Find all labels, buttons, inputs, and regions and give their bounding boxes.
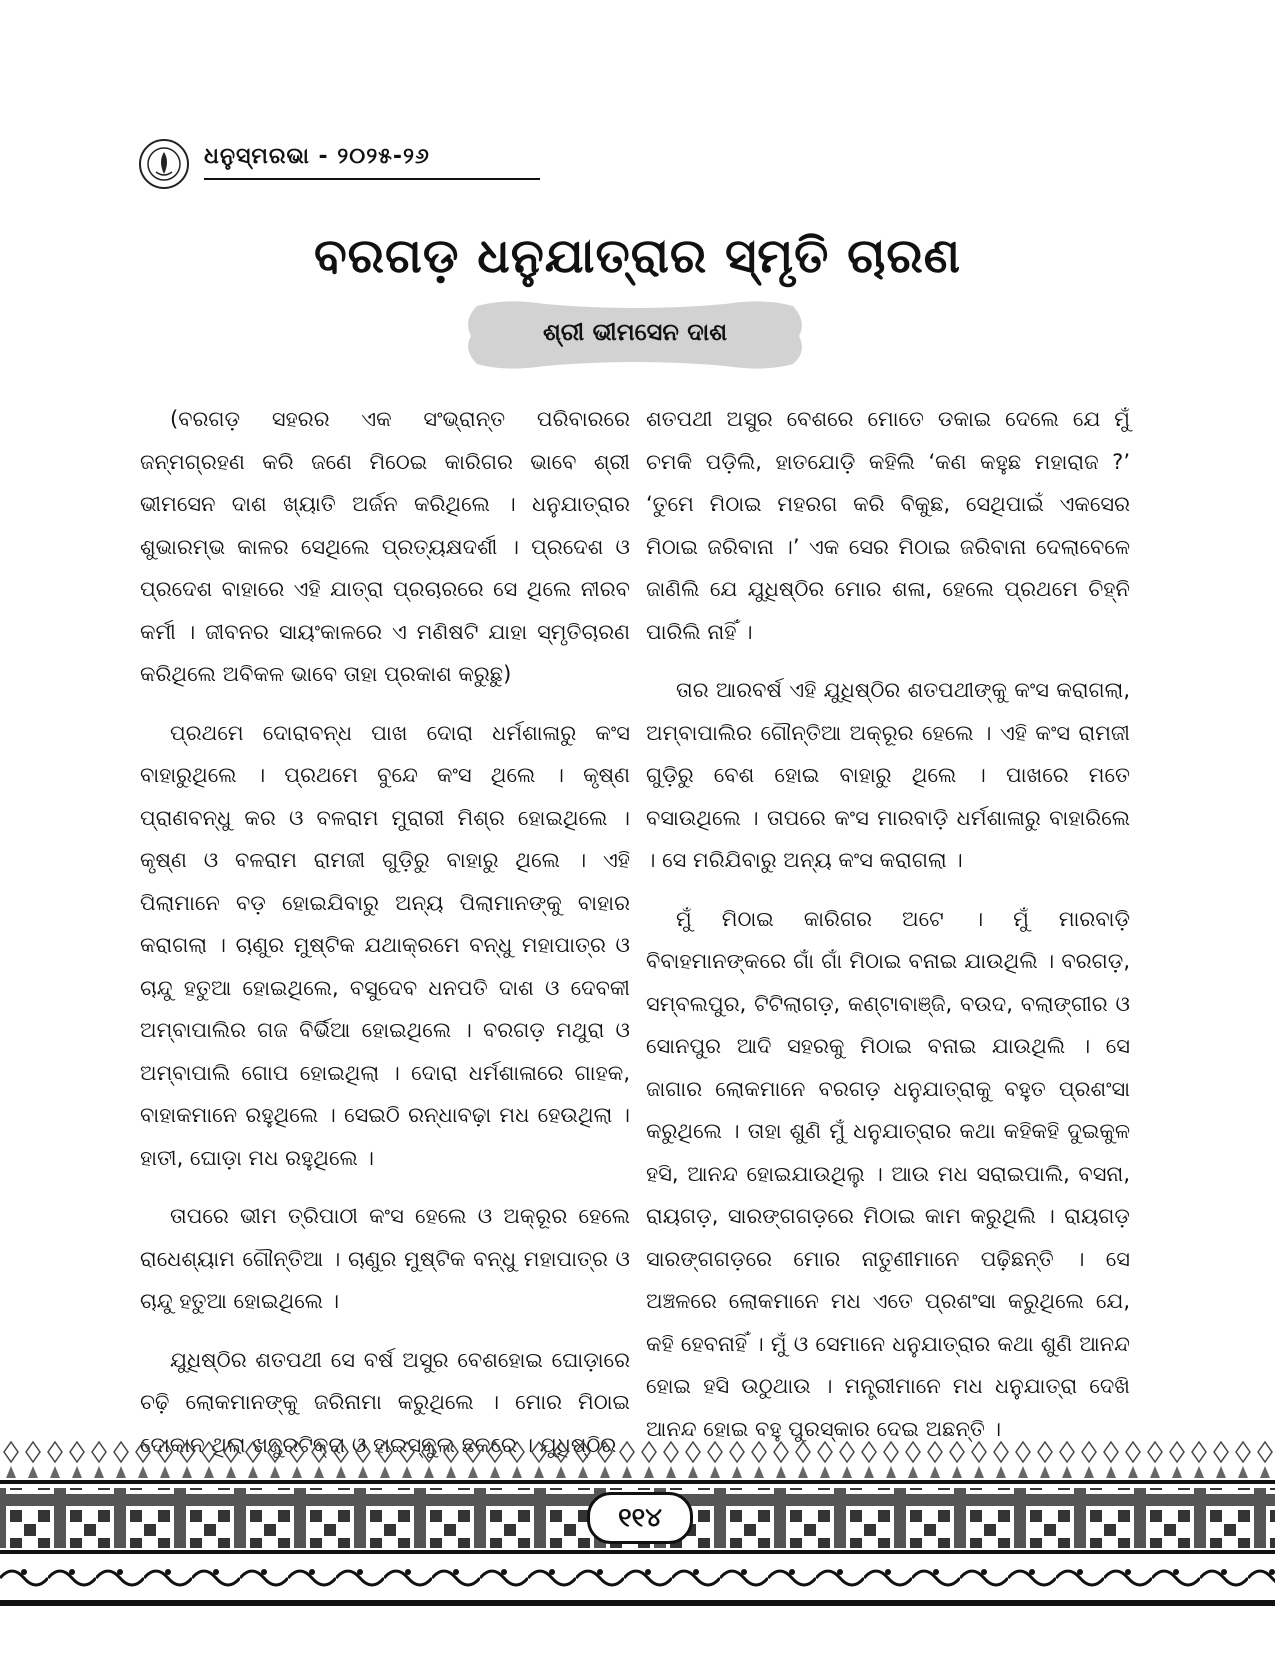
paragraph: ମୁଁ ମିଠାଇ କାରିଗର ଅଟେ । ମୁଁ ମାରବାଡ଼ି ବିବାହମାନଙ୍କରେ ଗାଁ ଗାଁ ମିଠାଇ ବନାଇ ଯାଉଥିଲି । ବରଗଡ଼, ସମ୍ବଲପୁର, ଟିଟିଲାଗଡ଼, କଣ୍ଟାବାଞ୍ଜି, ବଉଦ, ବଲାଙ୍ଗୀର ଓ ସୋନପୁର ଆଦି ସହରକୁ ମିଠାଇ ବନାଇ ଯାଉଥିଲି । ସେ ଜାଗାର ଲୋକମାନେ ବରଗଡ଼ ଧନୁଯାତ୍ରାକୁ ବହୁତ ପ୍ରଶଂସା କରୁଥିଲେ । ତାହା ଶୁଣି ମୁଁ ଧନୁଯାତ୍ରାର କଥା କହିକହି ଦୁଇକୁଳ ହସି, ଆନନ୍ଦ ହୋଇଯାଉଥିଲୁ । ଆଉ ମଧ ସରାଇପାଲି, ବସନା, ରାୟଗଡ଼, ସାରଙ୍ଗଗଡ଼ରେ ମିଠାଇ କାମ କରୁଥିଲି । ରାୟଗଡ଼ ସାରଙ୍ଗଗଡ଼ରେ ମୋର ନାତୁଣୀମାନେ ପଢ଼ିଛନ୍ତି । ସେ ଅଞ୍ଚଳରେ ଲୋକମାନେ ମଧ ଏତେ ପ୍ରଶଂସା କରୁଥିଲେ ଯେ, କହି ହେବନାହିଁ । ମୁଁ ଓ ସେମାନେ ଧନୁଯାତ୍ରାର କଥା ଶୁଣି ଆନନ୍ଦ ହୋଇ ହସି ଉଠୁଥାଉ । ମନ୍ତ୍ରୀମାନେ ମଧ ଧନୁଯାତ୍ରା ଦେଖି ଆନନ୍ଦ ହୋଇ ବହୁ ପୁରସ୍କାର ଦେଇ ଅଛନ୍ତି । bbox=[646, 906, 1130, 1441]
paragraph: ତାର ଆରବର୍ଷ ଏହି ଯୁଧିଷ୍ଠିର ଶତପଥୀଙ୍କୁ କଂସ କରାଗଲା, ଅମ୍ବାପାଲିର ଗୌନ୍ତିଆ ଅକ୍ରୂର ହେଲେ । ଏହି କଂସ ରାମଜୀ ଗୁଡ଼ିରୁ ବେଶ ହୋଇ ବାହାରୁ ଥିଲେ । ପାଖରେ ମତେ ବସାଉଥିଲେ । ତାପରେ କଂସ ମାରବାଡ଼ି ଧର୍ମଶାଳାରୁ ବାହାରିଲେ । ସେ ମରିଯିବାରୁ ଅନ୍ୟ କଂସ କରାଗଲା । bbox=[646, 678, 1130, 872]
paragraph: ଯୁଧିଷ୍ଠିର ଶତପଥୀ ସେ ବର୍ଷ ଅସୁର ବେଶହୋଇ ଘୋଡ଼ାରେ ଚଢ଼ି ଲୋକମାନଙ୍କୁ ଜରିନାମା କରୁଥିଲେ । ମୋର ମିଠାଇ bbox=[140, 1347, 630, 1414]
paragraph: ପ୍ରଥମେ ଦୋରାବନ୍ଧ ପାଖ ଦୋରା ଧର୍ମଶାଳାରୁ କଂସ ବାହାରୁଥିଲେ । ପ୍ରଥମେ ବୁନ୍ଦେ କଂସ ଥିଲେ । କୃଷ୍ଣ ପ୍ରାଣବନ୍ଧୁ କର ଓ ବଳରାମ ମୁରାରୀ ମିଶ୍ର ହୋଇଥିଲେ । କୃଷ୍ଣ ଓ ବଳରାମ ରାମଜୀ ଗୁଡ଼ିରୁ ବାହାରୁ ଥିଲେ । ଏହି ପିଲାମାନେ ବଡ଼ ହୋଇଯିବାରୁ ଅନ୍ୟ ପିଲାମାନଙ୍କୁ ବାହାର କରାଗଲା । ଚାଣୁର ମୁଷ୍ଟିକ ଯଥାକ୍ରମେ ବନ୍ଧୁ ମହାପାତ୍ର ଓ ଚାନ୍ଦୁ ହତୁଆ ହୋଇଥିଲେ, ବସୁଦେବ ଧନପତି ଦାଶ ଓ ଦେବକୀ ଅମ୍ବାପାଲିର ଗଜ ବିର୍ଭିଆ ହୋଇଥିଲେ । ବରଗଡ଼ ମଥୁରା ଓ ଅମ୍ବାପାଲି ଗୋପ ହୋଇଥିଲା । ଦୋରା ଧର୍ମଶାଳାରେ ଗାହକ, ବାହାକମାନେ ରହୁଥିଲେ । ସେଇଠି ରନ୍ଧାବଢ଼ା ମଧ ହେଉଥିଲା । ହାତୀ, ଘୋଡ଼ା ମଧ ରହୁଥିଲେ । bbox=[140, 720, 630, 1170]
paragraph: ତାପରେ ଭୀମ ତ୍ରିପାଠୀ କଂସ ହେଲେ ଓ ଅକ୍ରୂର ହେଲେ ରାଧେଶ୍ୟାମ ଗୌନ୍ତିଆ । ଚାଣୁର ମୁଷ୍ଟିକ ବନ୍ଧୁ ମହାପାତ୍ର ଓ ଚାନ୍ଦୁ ହତୁଆ ହୋଇଥିଲେ । bbox=[140, 1204, 630, 1313]
paragraph: (ବରଗଡ଼ ସହରର ଏକ ସଂଭ୍ରାନ୍ତ ପରିବାରରେ ଜନ୍ମଗ୍ରହଣ କରି ଜଣେ ମିଠେଇ କାରିଗର ଭାବେ ଶ୍ରୀ ଭୀମସେନ ଦାଶ ଖ୍ୟାତି ଅର୍ଜନ କରିଥିଲେ । ଧନୁଯାତ୍ରାର ଶୁଭାରମ୍ଭ କାଳର ସେଥିଲେ ପ୍ରତ୍ୟକ୍ଷଦର୍ଶୀ । ପ୍ରଦେଶ ଓ ପ୍ରଦେଶ ବାହାରେ ଏହି ଯାତ୍ରା ପ୍ରଚାରରେ ସେ ଥିଲେ ନୀରବ କର୍ମୀ । ଜୀବନର ସାୟଂକାଳରେ ଏ ମଣିଷଟି ଯାହା ସ୍ମୃତିଚାରଣ କରିଥିଲେ ଅବିକଳ ଭାବେ ତାହା ପ୍ରକାଶ କରୁଛୁ) bbox=[140, 407, 630, 686]
tribal-pattern-border bbox=[0, 1440, 1275, 1650]
author-banner bbox=[465, 298, 805, 372]
left-column bbox=[140, 398, 630, 1482]
footer-border bbox=[0, 1440, 1275, 1650]
author-name: ଶ୍ରୀ ଭୀମସେନ ଦାଶ bbox=[542, 318, 728, 346]
header-underline bbox=[204, 178, 540, 180]
right-column bbox=[646, 398, 1130, 1466]
journal-title: ଧନୁସ୍ମରଭା - ୨୦୨୫-୨୬ bbox=[204, 144, 430, 169]
article-title: ବରଗଡ଼ ଧନୁଯାତ୍ରାର ସ୍ମୃତି ଚାରଣ bbox=[313, 228, 962, 284]
page-header bbox=[138, 138, 438, 190]
page-number: ୧୧୪ bbox=[587, 1492, 693, 1544]
paragraph: ଶତପଥୀ ଅସୁର ବେଶରେ ମୋତେ ଡକାଇ ଦେଲେ ଯେ ମୁଁ ଚମକି ପଡ଼ିଲି, ହାତଯୋଡ଼ି କହିଲି ‘କଣ କହୁଛ ମହାରାଜ ?’ ‘ତୁମେ ମିଠାଇ ମହରଗ କରି ବିକୁଛ, ସେଥିପାଇଁ ଏକସେର ମିଠାଇ ଜରିବାନା ।’ ଏକ ସେର ମିଠାଇ ଜରିବାନା ଦେଲାବେଳେ ଜାଣିଲି ଯେ ଯୁଧିଷ୍ଠିର ମୋର ଶଳା, ହେଲେ ପ୍ରଥମେ ଚିହ୍ନି ପାରିଲି ନାହିଁ । bbox=[646, 407, 1130, 644]
seal-emblem-icon bbox=[138, 138, 190, 190]
